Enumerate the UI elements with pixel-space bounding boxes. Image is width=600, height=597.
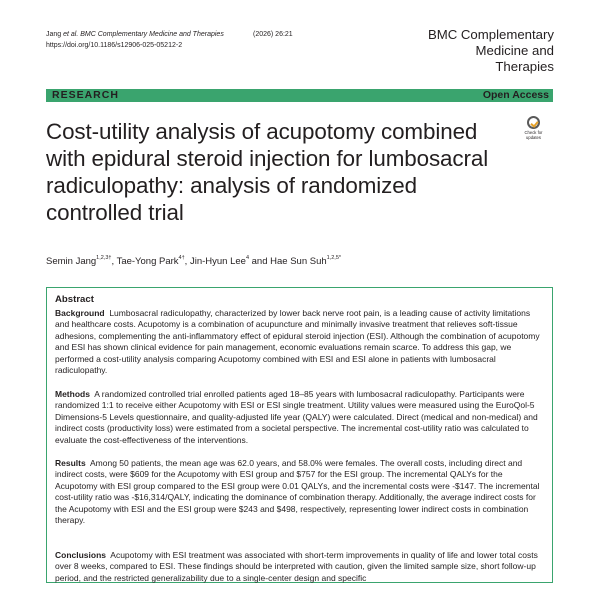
results-label: Results: [55, 458, 86, 468]
citation-line: [46, 29, 293, 40]
abstract-heading: Abstract: [55, 294, 94, 305]
article-type-banner: [46, 89, 553, 102]
journal-name-line2: Medicine and Therapies: [475, 43, 554, 74]
abstract-box: [46, 287, 553, 583]
author-name[interactable]: Tae-Yong Park: [116, 256, 179, 267]
author-name[interactable]: Hae Sun Suh: [270, 256, 327, 267]
author-affiliation: 1,2,5*: [326, 255, 342, 261]
abstract-conclusions: [55, 550, 543, 584]
abstract-background: [55, 308, 543, 376]
methods-text: A randomized controlled trial enrolled patients aged 18–85 years with lumbosacral radiculopathy. Participants were randomized 1:1 to receive either Acupotomy with ESI or ESI single treatment. Utility values were measured using the EuroQol-5 Dimensions-5 Levels questionnaire, and quality-adjusted life year (QALY) were calculated. Direct (medical and non-medical) and indirect costs (productivity loss) were estimated from a societal perspective. The incremental cost-utility ratio was calculated to evaluate the cost-effectiveness of the interventions.: [55, 389, 538, 445]
author-affiliation: 4: [245, 255, 249, 261]
conclusions-label: Conclusions: [55, 550, 107, 560]
background-text: Lumbosacral radiculopathy, characterized by lower back nerve root pain, is a leading cause of activity limitations and healthcare costs. Acupotomy is a combination of acupuncture and minimally invasive treatment that relieves soft-tissue adhesions, complementing the anti-inflammatory effect of epidural steroid injection (ESI). Although the combination of acupotomy and ESI has shown clinical evidence for pain management, economic evaluations remain scarce. To address this gap, we performed a cost-utility analysis comparing Acupotomy combined with ESI and ESI alone in patients with lumbosacral radiculopathy.: [55, 308, 540, 376]
abstract-methods: [55, 389, 543, 446]
check-for-updates-line2: updates: [526, 135, 541, 140]
check-for-updates-icon: [527, 116, 540, 129]
author-name[interactable]: Jin-Hyun Lee: [189, 256, 246, 267]
author-list: [46, 252, 341, 268]
conclusions-text: Acupotomy with ESI treatment was associated with short-term improvements in quality of life and lower total costs over 8 weeks, compared to ESI. These findings should be interpreted with caution, given the limited sample size, short follow-up period, and the restricted generalizability due to a single-center design and specific: [55, 550, 538, 583]
author-name[interactable]: Semin Jang: [46, 256, 97, 267]
journal-name: [414, 27, 554, 75]
volume-info: (2026) 26:21: [253, 31, 293, 38]
abstract-results: [55, 458, 543, 526]
author-affiliation: 4†: [178, 255, 185, 261]
check-for-updates-label: [519, 130, 548, 140]
citation-journal: et al. BMC Complementary Medicine and Therapies: [61, 31, 224, 38]
open-access-label: Open Access: [482, 89, 549, 101]
background-label: Background: [55, 308, 105, 318]
check-for-updates-button[interactable]: [519, 115, 548, 145]
article-title: Cost-utility analysis of acupotomy combined with epidural steroid injection for lumbosacral radiculopathy: analysis of randomized controlled trial: [46, 119, 489, 225]
author-affiliation: 1,2,3†: [96, 255, 112, 261]
citation-header: [46, 29, 293, 51]
author-separator: and: [249, 256, 271, 267]
check-for-updates-line1: Check for: [524, 130, 543, 135]
results-text: Among 50 patients, the mean age was 62.0 years, and 58.0% were females. The overall costs, including direct and indirect costs, were $609 for the Acupotomy with ESI group and $757 for the ESI group. The incremental QALYs for the Acupotomy with ESI group compared to the ESI group were 0.01 QALYs, and the incremental costs were -$147. The incremental cost-utility ratio was -$16,314/QALY, indicating the dominance of combination therapy. Additionally, the average indirect costs for the Acupotomy with ESI and the ESI group were $243 and $498, respectively, representing lower indirect costs in combination therapy.: [55, 458, 540, 526]
doi-link[interactable]: https://doi.org/10.1186/s12906-025-05212-2: [46, 42, 183, 49]
article-type-label: RESEARCH: [52, 89, 119, 101]
author-separator: ,: [184, 256, 190, 267]
journal-name-line1: BMC Complementary: [427, 27, 554, 42]
citation-authors: Jang: [46, 31, 62, 38]
author-separator: ,: [111, 256, 117, 267]
methods-label: Methods: [55, 389, 90, 399]
